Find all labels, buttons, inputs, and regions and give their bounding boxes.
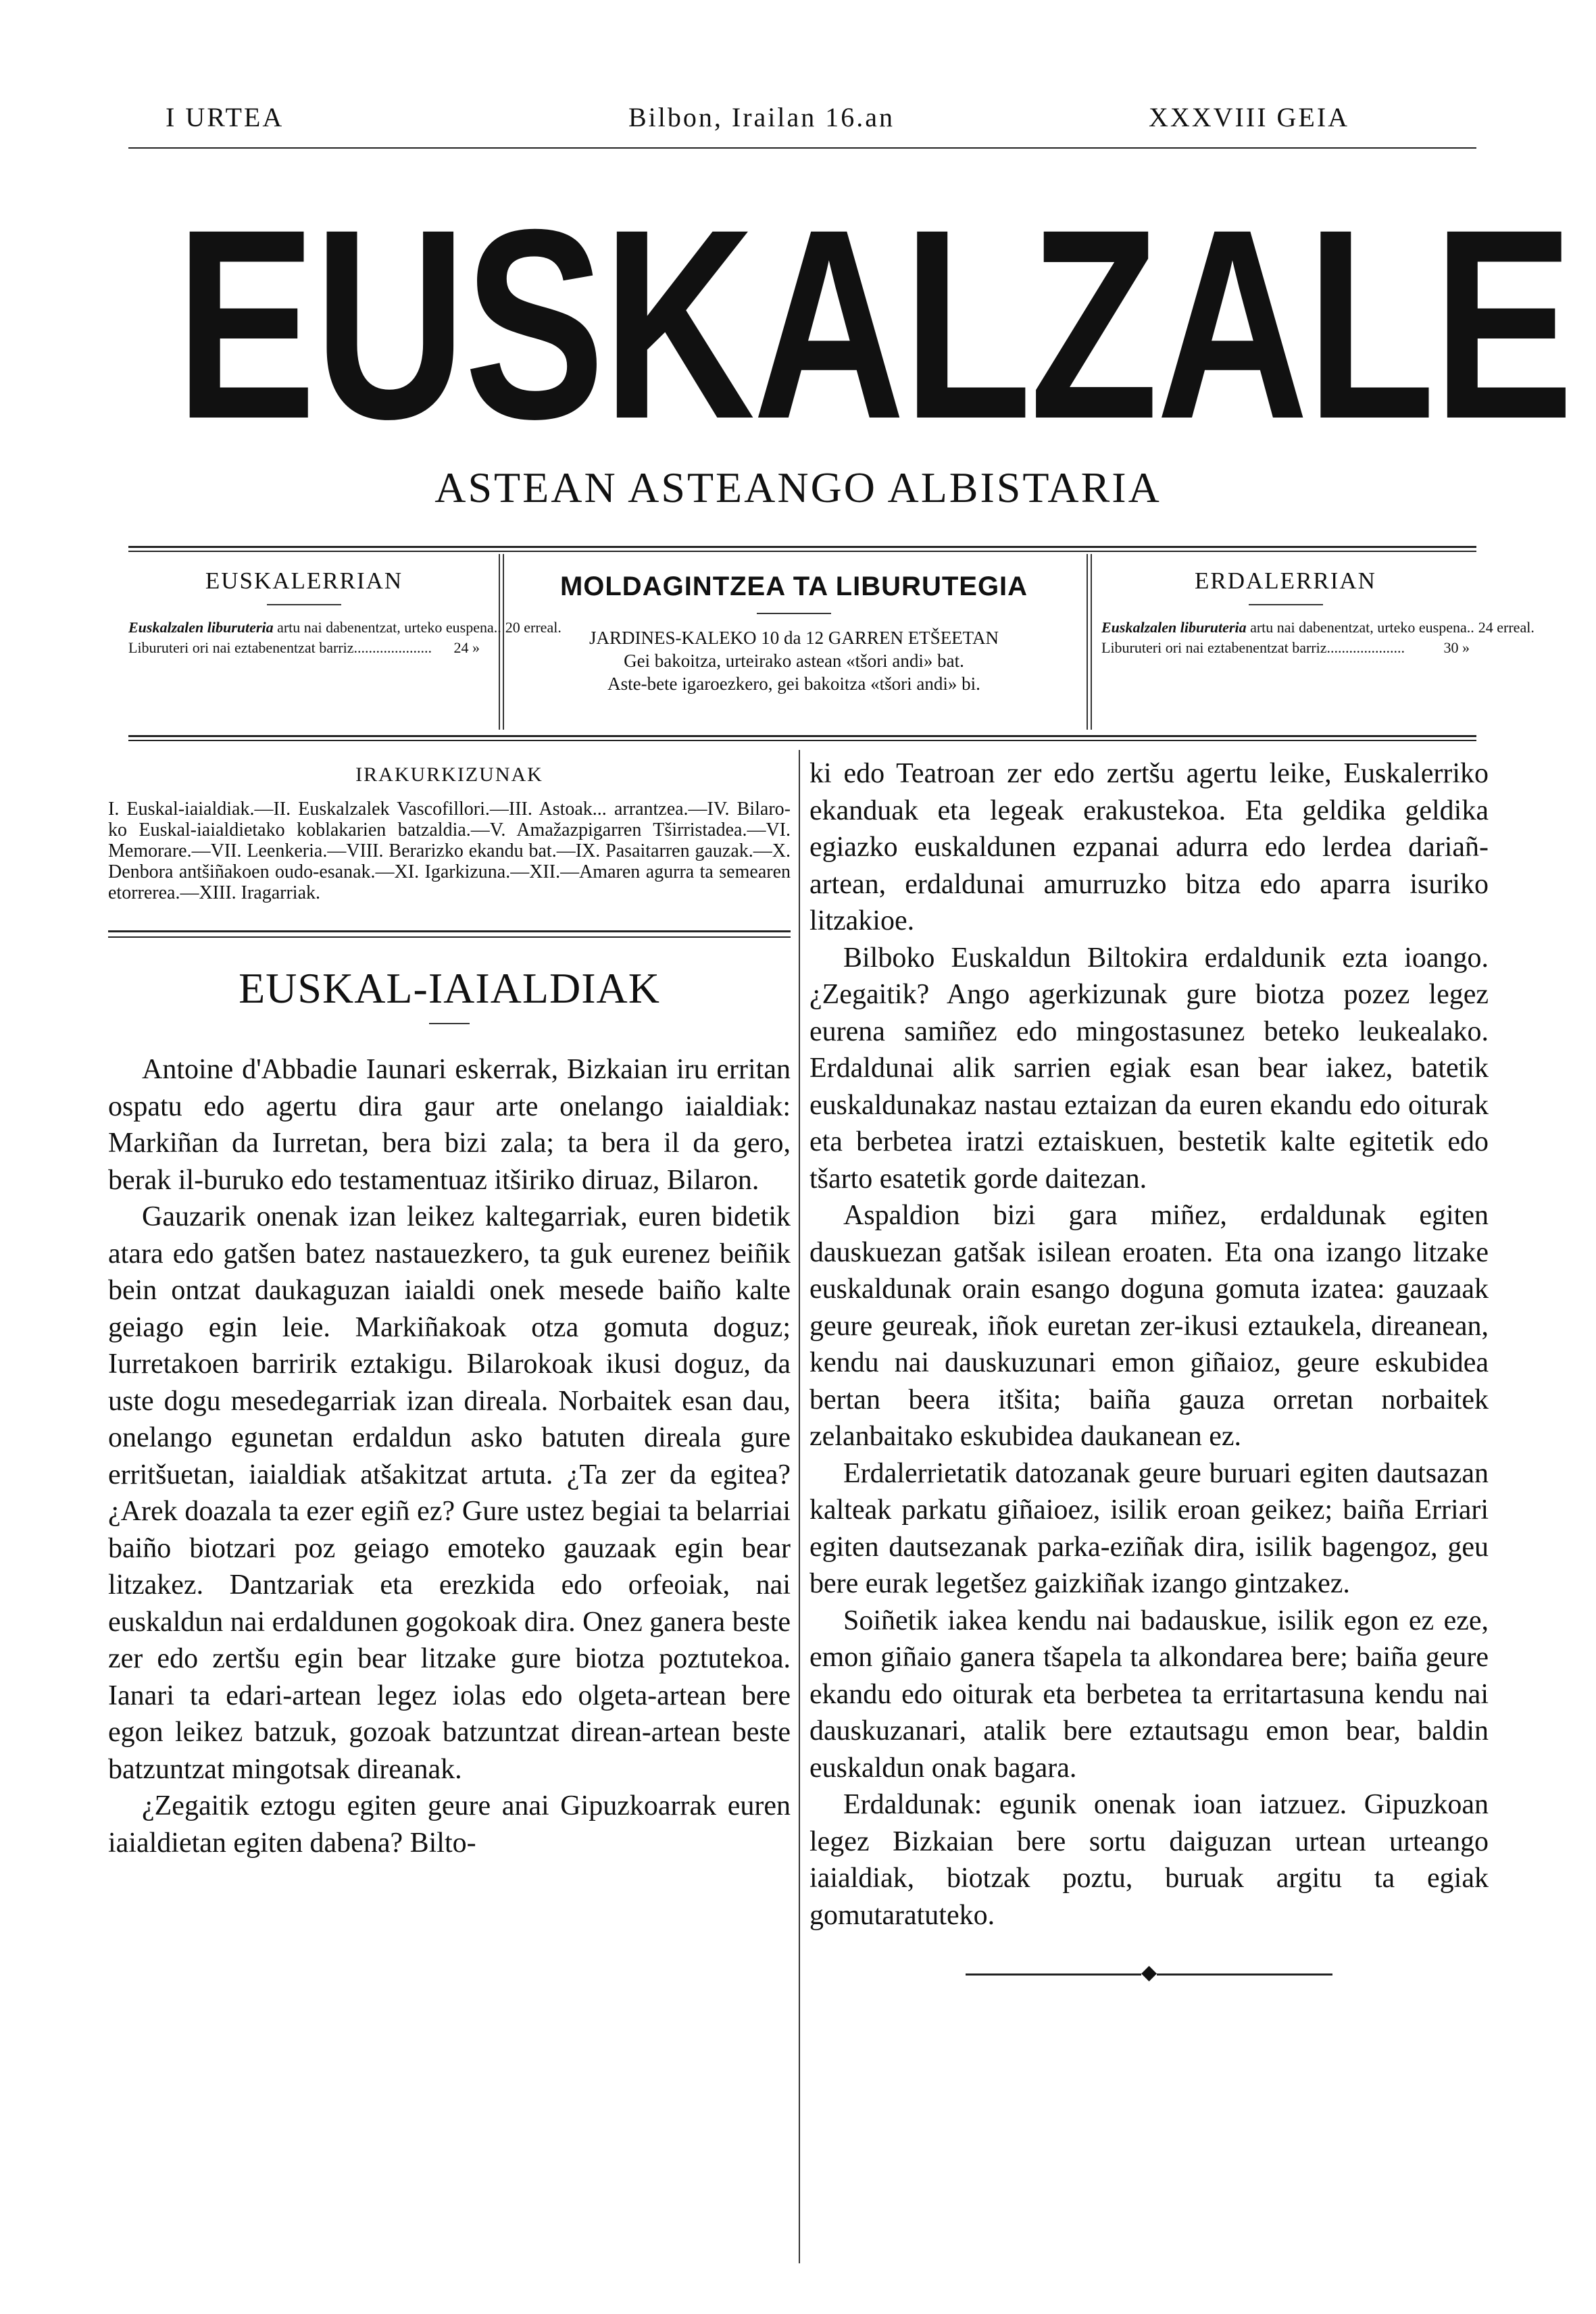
subscription-row xyxy=(1101,618,1535,638)
box-top-rule-2 xyxy=(128,551,1476,552)
article-body-left xyxy=(108,1051,791,1861)
paragraph: Bilboko Euskaldun Biltokira erdaldunik ezta ioango. ¿Zegaitik? Ango agerkizunak gure biotza pozez legez eurena samiñez edo mingostasunez beteko leukealako. Erdaldunai alik sarrien egiak esan bear iakez, batetik euskaldunakaz nastau eztaizan da euren ekandu edo oiturak eta berbetea iratzi eztaiskuen, bestetik kalte egitetik edo tšarto esatetik gorde daitezan. xyxy=(809,942,1489,1194)
paragraph: ¿Zegaitik eztogu egiten geure anai Gipuzkoarrak euren iaialdietan egiten dabena? Bilto- xyxy=(108,1790,791,1859)
box-divider-left-2 xyxy=(503,554,504,730)
paragraph: Soiñetik iakea kendu nai badauskue, isilik egon ez eze, emon giñaio ganera tšapela ta alkondarea bere; baiña geure ekandu edo oiturak eta berbetea ta erritartasuna kendu nai dauskuzanari, atalik bere eztautsagu emon bear, baldin euskaldun onak bagara. xyxy=(809,1605,1489,1784)
subscription-price: 20 erreal. xyxy=(505,619,562,636)
subscription-row xyxy=(128,618,562,638)
price-line: Gei bakoitza, urteirako astean «tšori andi» bat. xyxy=(624,651,964,671)
paragraph: ki edo Teatroan zer edo zertšu agertu leike, Euskalerriko ekanduak eta legeak erakustekoa. Eta geldika geldika egiazko euskaldunen ezpanai adurra edo lerdea dariañ-artean, erdaldunai amurruzko bitza edo aparra isuriko litzakioe. xyxy=(809,758,1489,936)
ornament-rule xyxy=(1157,1973,1332,1976)
subscription-price: 30 » xyxy=(1443,639,1470,656)
table-of-contents: I. Euskal-iaialdiak.—II. Euskalzalek Vascofillori.—III. Astoak... arrantzea.—IV. Bilaro-ko Euskal-iaialdietako koblakarien batzaldia.—V. Amažazpigarren Tširristadea.—VI. Memorare.—VII. Leenkeria.—VIII. Berarizko ekandu bat.—IX. Pasaitarren gauzak.—X. Denbora antšiñakoen oudo-esanak.—XI. Igarkizuna.—XII.—Amaren agurra ta semearen etorrerea.—XIII. Iragarriak. xyxy=(108,799,791,903)
box-bottom-rule-2 xyxy=(128,740,1476,741)
paragraph: Erdalerrietatik datozanak geure buruari egiten dautsazan kalteak parkatu giñaioez, isilik eroan geikez; baiña Erriari egiten dautsezanak parka-eziñak dira, isilik bagengoz, geu bere eurak legetšez gaizkiñak izango gintzakez. xyxy=(809,1457,1489,1599)
paragraph: Gauzarik onenak izan leikez kaltegarriak, euren bidetik atara edo gatšen batez nastauezkero, ta guk eurenez beiñik bein ontzat daukaguzan iaialdi onek mesede baiño kalte geiago egin leie. Markiñakoak otza gomuta doguz; Iurretakoen barririk eztakigu. Bilarokoak ikusi doguz, da uste dogu mesedegarriak izan direala. Norbaitek esan dau, onelango egunetan erdaldun asko batuten direala gure erritšuetan, iaialdiak atšakitzat artuta. ¿Ta zer da egitea? ¿Arek doazala ta ezer egiñ ez? Gure ustez begiai ta belarriai baiño biotzari poz geiago emoteko gauzaak egin bear litzakez. Dantzariak eta erezkida edo orfeoiak, nai euskaldun nai erdaldunen gogokoak dira. Onez ganera beste zer edo zertšu egin bear litzake gure biotza poztutekoa. Ianari ta edari-artean legez iolas edo olgeta-artean bere egon leikez batzuk, gozoak batzuntzat direan-artean beste batzuntzat mingotsak direanak. xyxy=(108,1201,791,1785)
box-bottom-rule xyxy=(128,735,1476,737)
subscription-label: Liburuteri ori nai eztabenentzat barriz..................... xyxy=(1101,639,1405,656)
subscription-label: artu nai dabenentzat, urteko euspena.. xyxy=(273,619,501,636)
left-column xyxy=(108,763,791,1861)
paragraph: Aspaldion bizi gara miñez, erdaldunak egiten dauskuezan gatšak isilean eroaten. Eta ona izango litzake euskaldunak orain esango doguna gomuta izatea: gauzaak geure geureak, iñok euretan zer-ikusi eztaukela, direanean, kendu nai dauskuzunari emon giñaioz, geure eskubidea bertan beera itšita; baiña gauza orretan norbaitek zelanbaitako eskubidea daukanean ez. xyxy=(809,1200,1489,1452)
box-divider-right-2 xyxy=(1091,554,1092,730)
article-body-right xyxy=(809,755,1489,1934)
article-title: EUSKAL-IAIALDIAK xyxy=(239,964,660,1012)
box-euskalerrian xyxy=(128,568,562,738)
end-ornament: ◆ xyxy=(809,1961,1489,1984)
toc-heading: IRAKURKIZUNAK xyxy=(355,763,543,786)
box-heading-right: ERDALERRIAN xyxy=(1195,568,1376,594)
publication-name: Euskalzalen liburuteria xyxy=(128,619,274,636)
box-erdalerrian xyxy=(1101,568,1535,738)
price-line: Aste-bete igaroezkero, gei bakoitza «tšori andi» bi. xyxy=(607,674,980,694)
short-rule xyxy=(1249,604,1323,605)
subscription-price: 24 erreal. xyxy=(1478,619,1535,636)
subscription-label: Liburuteri ori nai eztabenentzat barriz..................... xyxy=(128,639,432,656)
address-line: JARDINES-KALEKO 10 da 12 GARREN ETŠEETAN xyxy=(589,628,999,648)
box-divider-left xyxy=(499,554,500,730)
subscription-price: 24 » xyxy=(453,639,480,656)
right-column xyxy=(809,755,1489,1984)
subscription-row xyxy=(1101,638,1470,658)
place-date: Bilbon, Irailan 16.an xyxy=(628,102,895,132)
column-divider xyxy=(799,750,800,2263)
short-rule xyxy=(267,604,341,605)
ornament-rule xyxy=(966,1973,1141,1976)
box-heading-center: MOLDAGINTZEA TA LIBURUTEGIA xyxy=(559,572,1028,601)
paragraph: Antoine d'Abbadie Iaunari eskerrak, Bizkaian iru erritan ospatu edo agertu dira gaur arte onelango iaialdiak: Markiñan da Iurretan, bera bizi zala; ta bera il da gero, berak il-buruko edo testamentuaz itširiko diruaz, Bilaron. xyxy=(108,1054,791,1196)
box-heading-left: EUSKALERRIAN xyxy=(205,568,403,594)
subscription-label: artu nai dabenentzat, urteko euspena.. xyxy=(1246,619,1474,636)
paragraph: Erdaldunak: egunik onenak ioan iatzuez. Gipuzkoan legez Bizkaian bere sortu daiguzan urtean urteango iaialdiak, biotzak poztu, buruak argitu ta egiak gomutaratuteko. xyxy=(809,1789,1489,1931)
top-rule xyxy=(128,147,1476,149)
short-rule xyxy=(429,1023,470,1024)
section-rule-2 xyxy=(108,936,791,938)
year-label: I URTEA xyxy=(166,102,284,132)
section-rule xyxy=(108,930,791,932)
box-top-rule xyxy=(128,546,1476,548)
subscription-row xyxy=(128,638,480,658)
publication-name: Euskalzalen liburuteria xyxy=(1101,619,1247,636)
short-rule xyxy=(757,613,831,614)
box-moldagintzea xyxy=(514,572,1074,742)
box-divider-right xyxy=(1087,554,1088,730)
issue-number: XXXVIII GEIA xyxy=(1149,102,1350,132)
newspaper-title: EUSKALZALE xyxy=(175,173,1572,475)
newspaper-subtitle: ASTEAN ASTEANGO ALBISTARIA xyxy=(434,463,1162,511)
